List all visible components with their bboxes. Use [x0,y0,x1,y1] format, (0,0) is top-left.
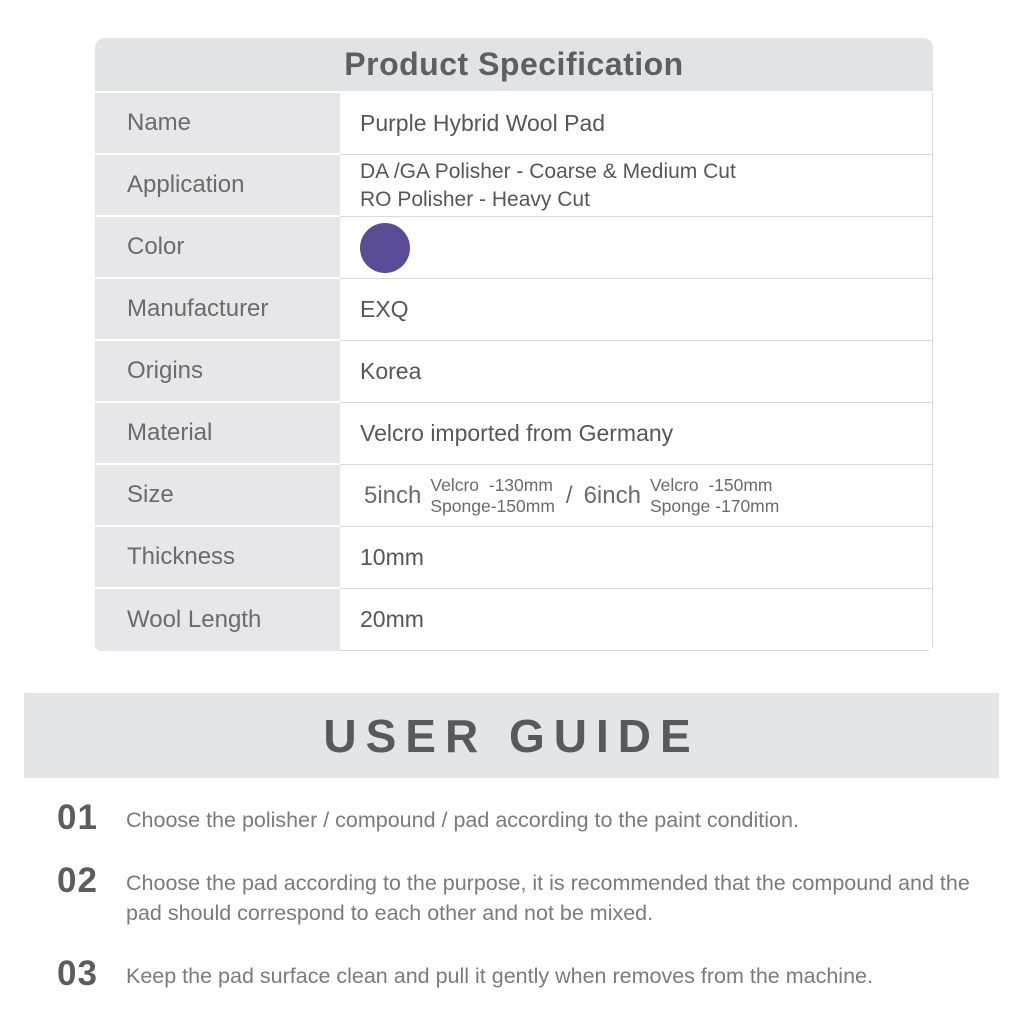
size-5inch-detail [430,475,555,517]
table-row-wool-length [95,589,933,651]
row-label: Material [95,403,340,465]
row-value: 20mm [340,589,933,651]
product-spec-table [95,38,933,651]
row-label: Size [95,465,340,527]
table-row-material [95,403,933,465]
row-label: Name [95,93,340,155]
table-row-manufacturer [95,279,933,341]
guide-item-text: Choose the pad according to the purpose, it is recommended that the compound and the pad should correspond to each other and not be mixed. [126,870,970,926]
row-label: Application [95,155,340,217]
row-label: Wool Length [95,589,340,651]
size-6inch: 6inch [583,481,641,509]
guide-item-text: Choose the polisher / compound / pad according to the paint condition. [126,808,799,832]
row-label: Origins [95,341,340,403]
table-row-origins [95,341,933,403]
row-value [340,155,933,217]
user-guide-banner [24,693,999,778]
row-label: Color [95,217,340,279]
guide-item-text: Keep the pad surface clean and pull it gently when removes from the machine. [126,963,873,988]
table-row-thickness [95,527,933,589]
size-6inch-velcro: Velcro -150mm [649,474,773,495]
size-5inch-sponge: Sponge-150mm [430,495,555,516]
row-value: 10mm [340,527,933,589]
size-5inch: 5inch [364,481,422,509]
guide-item-number: 03 [57,953,98,993]
row-value: EXQ [340,279,933,341]
row-label: Thickness [95,527,340,589]
application-line-1: DA /GA Polisher - Coarse & Medium Cut [360,160,736,184]
row-value: Purple Hybrid Wool Pad [340,93,933,155]
row-value [340,465,933,527]
user-guide-list [57,800,987,1018]
row-label: Manufacturer [95,279,340,341]
spec-table-title: Product Specification [95,38,933,93]
application-line-2: RO Polisher - Heavy Cut [360,187,590,211]
row-value: Velcro imported from Germany [340,403,933,465]
table-row-size [95,465,933,527]
guide-item-01 [57,800,987,836]
row-value [340,217,933,279]
user-guide-title: USER GUIDE [323,709,700,762]
row-value: Korea [340,341,933,403]
size-6inch-sponge: Sponge -170mm [649,495,780,516]
color-swatch [360,223,410,273]
guide-item-number: 01 [57,798,98,837]
size-6inch-detail [650,475,779,517]
guide-item-03 [57,953,987,993]
size-5inch-velcro: Velcro -130mm [430,474,553,495]
guide-item-02 [57,860,987,929]
guide-item-number: 02 [57,860,98,900]
table-row-name [95,93,933,155]
table-row-color [95,217,933,279]
table-row-application [95,155,933,217]
size-separator: / [565,481,573,509]
